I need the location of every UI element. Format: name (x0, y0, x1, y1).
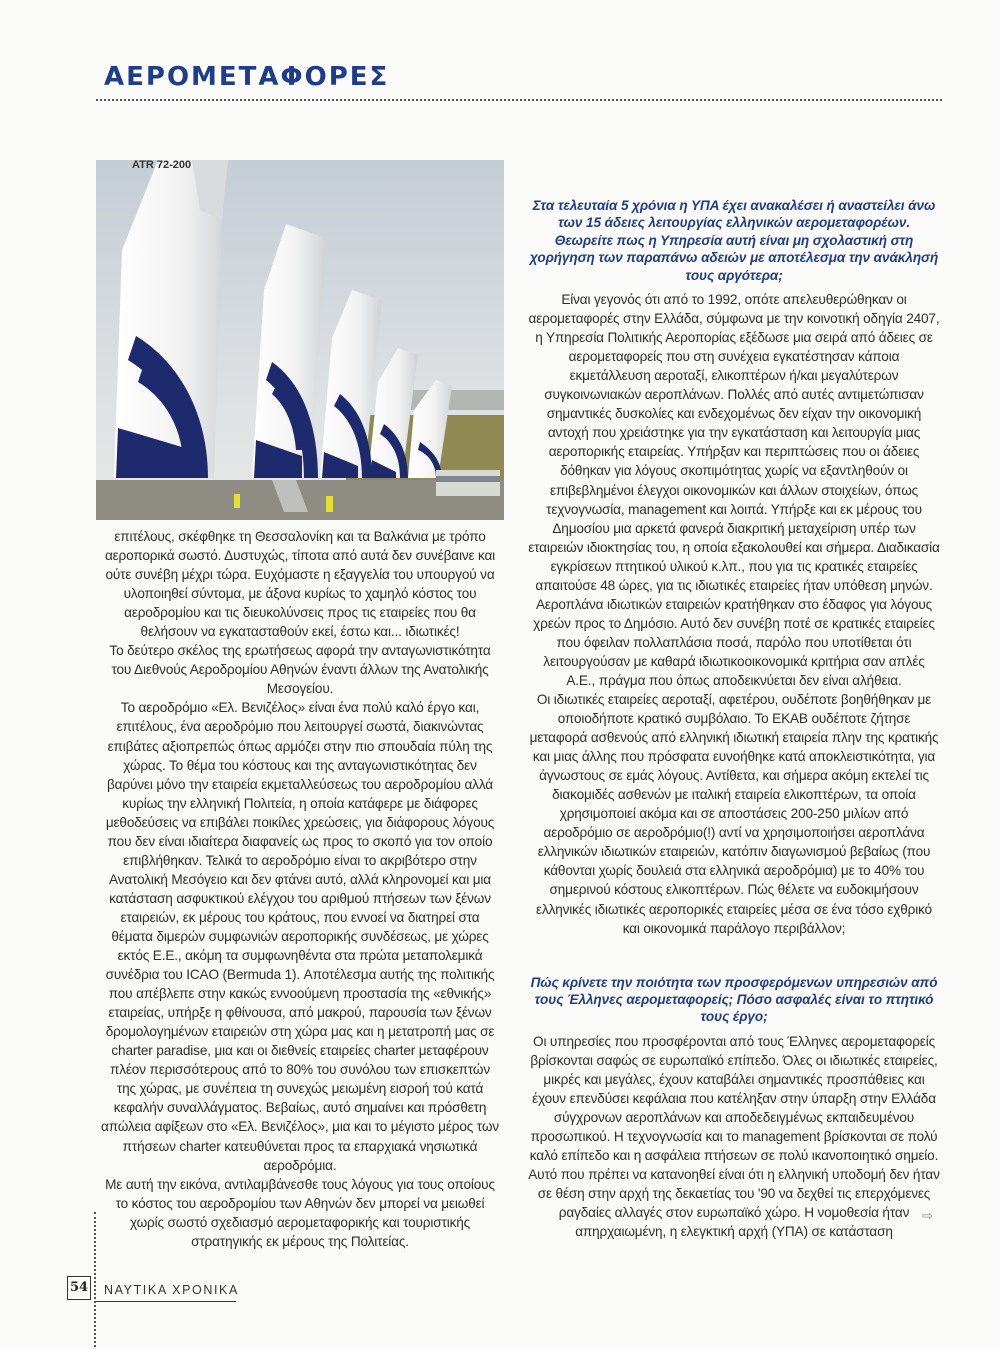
tail-registration-text: ATR 72-200 (132, 160, 192, 171)
left-paragraph-4: Με αυτή την εικόνα, αντιλαμβάνεσθε τους λόγους για τους οποίους το κόστος του αεροδρομίου των Αθηνών δεν μπορεί να μειωθεί χωρίς σωστό σχεδιασμό αερομεταφορικής και τουριστικής στρατηγικής εκ μέρους της Πολιτείας. (105, 1176, 495, 1249)
magazine-name: ΝΑΥΤΙΚΑ ΧΡΟΝΙΚΑ (104, 1283, 239, 1297)
answer-1-paragraph-2: Οι ιδιωτικές εταιρείες αεροταξί, αφετέρου, ουδέποτε βοηθήθηκαν με οποιοδήποτε κρατικό συμβόλαιο. Το ΕΚΑΒ ουδέποτε ζήτησε μεταφορά ασθενούς από ελληνική ιδιωτική εταιρεία πλην της κρατικής και μιας άλλης που πρόσφατα ευνοήθηκε κατά αποκλειστικότητα, για άγνωστους σε εμάς λόγους. Αντίθετα, και σήμερα ακόμη εκτελεί τις διακομιδές ασθενών με ιταλική εταιρεία ελικοπτέρων, τα οποία χρησιμοποιεί ακόμα και σε αποστάσεις 200-250 μιλίων από αεροδρόμιο σε αεροδρόμιο(!) αντί να χρησιμοποιήσει αεροπλάνα ελληνικών ιδιωτικών εταιρειών, κατόπιν διαγωνισμού βεβαίως (που κάθονται χωρίς δουλειά στα ελληνικά αεροδρόμια) με το 40% του σημερινού κόστους ελικοπτέρων. Πώς θέλετε να ευδοκιμήσουν ελληνικές ιδιωτικές αεροπορικές εταιρείες μέσα σε ένα τόσο εχθρικό και οικονομικά παράλογο περιβάλλον; (529, 692, 939, 936)
page-number: 54 (67, 1276, 91, 1300)
footer-dotted-rule (94, 1212, 96, 1347)
answer-2-paragraph-1: Οι υπηρεσίες που προσφέρονται από τους Έλληνες αερομεταφορείς βρίσκονται σαφώς σε ευρωπαϊκό επίπεδο. Όλες οι ιδιωτικές εταιρείες, μικρές και μεγάλες, έχουν καταβάλει σημαντικές προσπάθειες και έχουν επενδύσει κεφάλαια που κατέληξαν στην ύπαρξη στην Ελλάδα σύγχρονων αεροπλάνων και αποδεδειγμένως εκπαιδευμένου προσωπικού. Η τεχνογνωσία και το management βρίσκονται σε πολύ καλό επίπεδο και η ασφάλεια πτήσεων σε πολύ ικανοποιητικό σημείο. (529, 1033, 939, 1164)
article-left-column (100, 527, 500, 1251)
interview-question-1: Στα τελευταία 5 χρόνια η ΥΠΑ έχει ανακαλέσει ή αναστείλει άνω των 15 άδειες λειτουργίας ελληνικών αερομεταφορέων. Θεωρείτε πως η Υπηρεσία αυτή είναι μη σχολαστική στη χορήγηση των παραπάνω αδειών με αποτέλεσμα την ανάκλησή τους αργότερα; (529, 198, 939, 283)
continue-arrow-icon: ⇨ (922, 1208, 933, 1223)
left-paragraph-1: επιτέλους, σκέφθηκε τη Θεσσαλονίκη και τα Βαλκάνια με τρόπο αεροπορικά σωστό. Δυστυχώς, τίποτα από αυτά δεν συνέβαινε και ούτε συνέβη μέχρι τώρα. Ευχόμαστε η εξαγγελία του υπουργού να υλοποιηθεί σύντομα, με άξονα κυρίως το χαμηλό κόστος του αεροδρομίου και τις διευκολύνσεις προς τις εταιρείες που θα θελήσουν να εγκατασταθούν εκεί, έστω και... ιδιωτικές! (104, 529, 496, 640)
worker-1 (234, 494, 240, 508)
aircraft-tails-photo (96, 160, 504, 520)
footer-underline (96, 1301, 236, 1302)
answer-1-paragraph-1: Είναι γεγονός ότι από το 1992, οπότε απελευθερώθηκαν οι αερομεταφορές στην Ελλάδα, σύμφωνα με την κοινοτική οδηγία 2407, η Υπηρεσία Πολιτικής Αεροπορίας εξέδωσε μια σειρά από άδειες σε αερομεταφορείς που στη συνέχεια εγκατέστησαν κάποια εκμετάλλευση αεροταξί, ελικοπτέρων ή/και μεγαλύτερων συγκοινωνιακών αεροπλάνων. Πολλές από αυτές αντιμετώπισαν σημαντικές δυσκολίες και ενδεχομένως δεν είχαν την οικονομική αντοχή που χρειάστηκε για την εγκατάσταση και λειτουργία μιας αεροπορικής εταιρείας. Υπήρξαν και περιπτώσεις που οι άδειες δόθηκαν για λόγους σκοπιμότητας χωρίς να εξαντληθούν οι επιβεβλημένοι έλεγχοι οικονομικών και άλλων στοιχείων, όπως τεχνογνωσία, management και λοιπά. Υπήρξε και εκ μέρους του Δημοσίου μια αρκετά φανερά διακριτική μεταχείριση υπέρ των εταιρειών ιδιοκτησίας του, η οποία εξακολουθεί και σήμερα. Διαδικασία εγκρίσεων πτητικού υλικού κ.λπ., που για τις κρατικές εταιρείες απαιτούσε 48 ώρες, για τις ιδιωτικές εταιρείες ήταν υπόθεση μηνών. Αεροπλάνα ιδιωτικών εταιρειών κρατήθηκαν στο έδαφος για λόγους χρεών προς το Δημόσιο. Αυτό δεν συνέβη ποτέ σε κρατικές εταιρείες που όφειλαν πολλαπλάσια ποσά, παρόλο που υποτίθεται ότι λειτουργούσαν με καθαρά ιδιωτικοοικονομικά κριτήρια σαν απλές Α.Ε., πράγμα που όπως αποδεικνύεται δεν είναι αλήθεια. (528, 292, 940, 688)
answer-2-paragraph-2: Αυτό που πρέπει να κατανοηθεί είναι ότι η ελληνική υποδομή δεν ήταν σε θέση στην αρχή της δεκαετίας του '90 να δεχθεί τις επερχόμενες ραγδαίες αλλαγές στον ευρωπαϊκό χώρο. Η νομοθεσία ήταν απηρχαιωμένη, η ελεγκτική αρχή (ΥΠΑ) σε κατάσταση (528, 1167, 940, 1240)
left-paragraph-3: Το αεροδρόμιο «Ελ. Βενιζέλος» είναι ένα πολύ καλό έργο και, επιτέλους, ένα αεροδρόμιο που λειτουργεί σωστά, διακινώντας επιβάτες αξιοπρεπώς όπως αρμόζει στην πιο σπουδαία πύλη της χώρας. Το θέμα του κόστους και της ανταγωνιστικότητας δεν βαρύνει μόνο την εταιρεία εκμεταλλεύσεως του αεροδρομίου αλλά κυρίως την ελληνική Πολιτεία, η οποία κατάφερε με διάφορες μεθοδεύσεις να επιβάλει ποικίλες χρεώσεις, για διάφορους λόγους που δεν είναι ιδιαίτερα διαφανείς ως προς το σκοπό για τον οποίο επιβλήθηκαν. Τελικά το αεροδρόμιο είναι το ακριβότερο στην Ανατολική Μεσόγειο και δεν φτάνει αυτό, αλλά κληρονομεί και μια κατάσταση ασφυκτικού ελέγχου του αριθμού πτήσεων των ξένων εταιρειών, εκ μέρους του κράτους, που εννοεί να διατηρεί στα θέματα διμερών συμφωνιών αεροπορικής συνδέσεως, με χώρες εκτός Ε.Ε., ακόμη τα συμφωνηθέντα στα πρώτα μεταπολεμικά συνέδρια του ICAO (Bermuda 1). Αποτέλεσμα αυτής της πολιτικής που απέβλεπε στην κακώς εννοούμενη προστασία της «εθνικής» εταιρείας, υπήρξε η φθίνουσα, από μακρού, παρουσία των ξένων δρομολογημένων εταιρειών στη χώρα μας και η μετατροπή μας σε charter paradise, μια και οι διεθνείς εταιρείες charter μεταφέρουν πλέον περισσότερους από το 80% του συνόλου των επισκεπτών της χώρας, με συνέπεια τη συνεχώς μειωμένη εισροή τού κατά κεφαλήν συναλλάγματος. Βεβαίως, αυτό σημαίνει και πρόσθετη απώλεια αφίξεων στο «Ελ. Βενιζέλος», μια και το μέγιστο μέρος των πτήσεων charter κατευθύνεται προς τα επαρχιακά νησιωτικά αεροδρόμια. (101, 700, 499, 1173)
ground-vehicle (436, 470, 500, 496)
section-title: ΑΕΡΟΜΕΤΑΦΟΡΕΣ (104, 62, 390, 92)
title-dotted-rule (96, 99, 942, 101)
article-right-column (528, 197, 940, 1241)
worker-2 (326, 496, 333, 512)
left-paragraph-2: Το δεύτερο σκέλος της ερωτήσεως αφορά την ανταγωνιστικότητα του Διεθνούς Αεροδρομίου Αθηνών έναντι άλλων της Ανατολικής Μεσογείου. (109, 643, 491, 697)
interview-question-2: Πώς κρίνετε την ποιότητα των προσφερόμενων υπηρεσιών από τους Έλληνες αερομεταφορείς; Πόσο ασφαλές είναι το πτητικό τους έργο; (530, 974, 938, 1025)
